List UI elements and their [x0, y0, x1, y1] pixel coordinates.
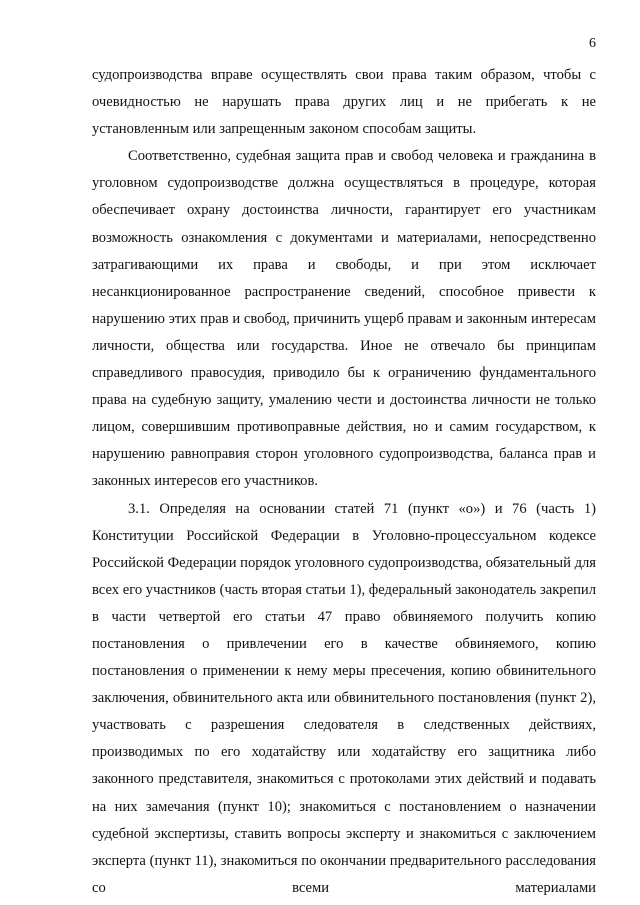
paragraph-judicial-protection: Соответственно, судебная защита прав и свобод человека и гражданина в уголовном судопроизводстве должна осуществляться в процедуре, которая обеспечивает охрану достоинства личности, гарантирует его участникам возможность ознакомления с документами и материалами, непосредственно затрагивающими их права и свободы, и при этом исключает несанкционированное распространение сведений, способное привести к нарушению этих прав и свобод, причинить ущерб правам и законным интересам личности, общества или государства. Иное не отвечало бы принципам справедливого правосудия, приводило бы к ограничению фундаментального права на судебную защиту, умалению чести и достоинства личности не только лицом, совершившим противоправные действия, но и самим государством, к нарушению равноправия сторон уголовного судопроизводства, баланса прав и законных интересов его участников.	[92, 148, 596, 490]
paragraph-section-3-1: 3.1. Определяя на основании статей 71 (пункт «о») и 76 (часть 1) Конституции Российской Федерации в Уголовно-процессуальном кодексе Российской Федерации порядок уголовного судопроизводства, обязательный для всех его участников (часть вторая статьи 1), федеральный законодатель закрепил в части четвертой его статьи 47 право обвиняемого получить копию постановления о привлечении его в качестве обвиняемого, копию постановления о применении к нему меры пресечения, копию обвинительного заключения, обвинительного акта или обвинительного постановления (пункт 2), участвовать с разрешения следователя в следственных действиях, производимых по его ходатайству или ходатайству его защитника либо законного представителя, знакомиться с протоколами этих действий и подавать на них замечания (пункт 10); знакомиться с постановлением о назначении судебной экспертизы, ставить вопросы эксперту и знакомиться с заключением эксперта (пункт 11), знакомиться по окончании предварительного расследования со всеми материалами	[92, 500, 596, 896]
document-body	[92, 62, 596, 902]
page-number: 6	[589, 36, 596, 51]
paragraph-continuation: судопроизводства вправе осуществлять свои права таким образом, чтобы с очевидностью не нарушать права других лиц и не прибегать к не установленным или запрещенным законом способам защиты.	[92, 67, 596, 138]
